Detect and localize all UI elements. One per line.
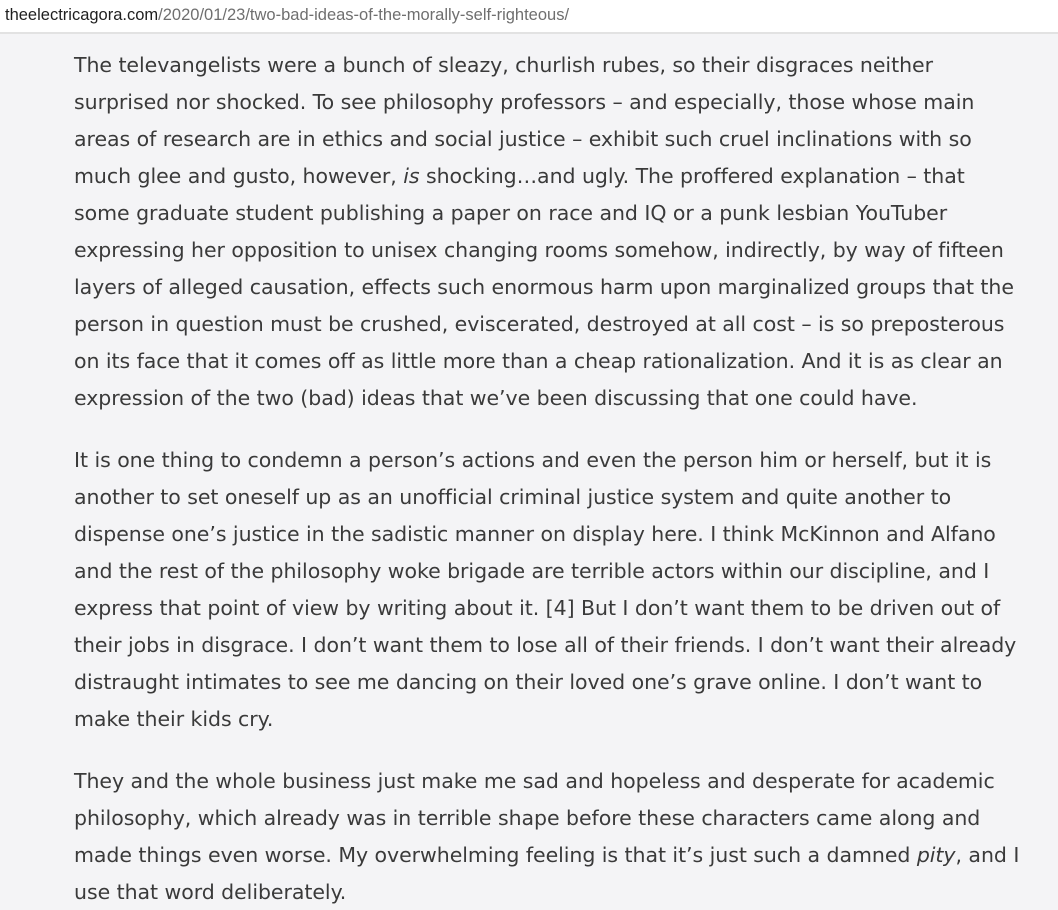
text-line: make their kids cry. [74,707,274,731]
text-line: person in question must be crushed, eviscerated, destroyed at all cost – is so preposterous [74,312,1005,336]
text-line: distraught intimates to see me dancing on their loved one’s grave online. I don’t want to [74,670,983,694]
text-line [74,158,1058,195]
text-line: on its face that it comes off as little more than a cheap rationalization. And it is as clear an [74,349,1003,373]
text-line: another to set oneself up as an unofficial criminal justice system and quite another to [74,485,952,509]
text-line: their jobs in disgrace. I don’t want them to lose all of their friends. I don’t want their already [74,633,1017,657]
text-line: and the rest of the philosophy woke brigade are terrible actors within our discipline, and I [74,559,990,583]
paragraph-2 [74,442,1058,738]
text-segment: much glee and gusto, however, [74,164,404,188]
text-line: It is one thing to condemn a person’s actions and even the person him or herself, but it is [74,448,992,472]
text-line: philosophy, which already was in terrible shape before these characters came along and [74,806,981,830]
text-segment: , and I [955,843,1020,867]
emphasis-text: pity [916,843,956,867]
text-segment: made things even worse. My overwhelming feeling is that it’s just such a damned [74,843,917,867]
emphasis-text: is [403,164,420,188]
text-line: dispense one’s justice in the sadistic manner on display here. I think McKinnon and Alfano [74,522,996,546]
text-line: areas of research are in ethics and social justice – exhibit such cruel inclinations with so [74,127,972,151]
url-path: /2020/01/23/two-bad-ideas-of-the-morally-self-righteous/ [158,6,570,24]
url-domain: theelectricagora.com [5,6,159,24]
text-line: layers of alleged causation, effects such enormous harm upon marginalized groups that the [74,275,1014,299]
paragraph-1 [74,47,1058,417]
text-line: express that point of view by writing about it. [4] But I don’t want them to be driven out of [74,596,1001,620]
paragraph-3 [74,763,1058,910]
text-line: surprised nor shocked. To see philosophy professors – and especially, those whose main [74,90,975,114]
text-line: use that word deliberately. [74,880,347,904]
address-bar[interactable] [0,0,1058,34]
text-line [74,837,1058,874]
text-segment: shocking…and ugly. The proffered explanation – that [419,164,965,188]
article-body [74,47,1058,910]
text-line: The televangelists were a bunch of sleazy, churlish rubes, so their disgraces neither [74,53,933,77]
text-line: They and the whole business just make me sad and hopeless and desperate for academic [74,769,995,793]
text-line: expressing her opposition to unisex changing rooms somehow, indirectly, by way of fifteen [74,238,1004,262]
text-line: expression of the two (bad) ideas that we’ve been discussing that one could have. [74,386,918,410]
text-line: some graduate student publishing a paper on race and IQ or a punk lesbian YouTuber [74,201,948,225]
